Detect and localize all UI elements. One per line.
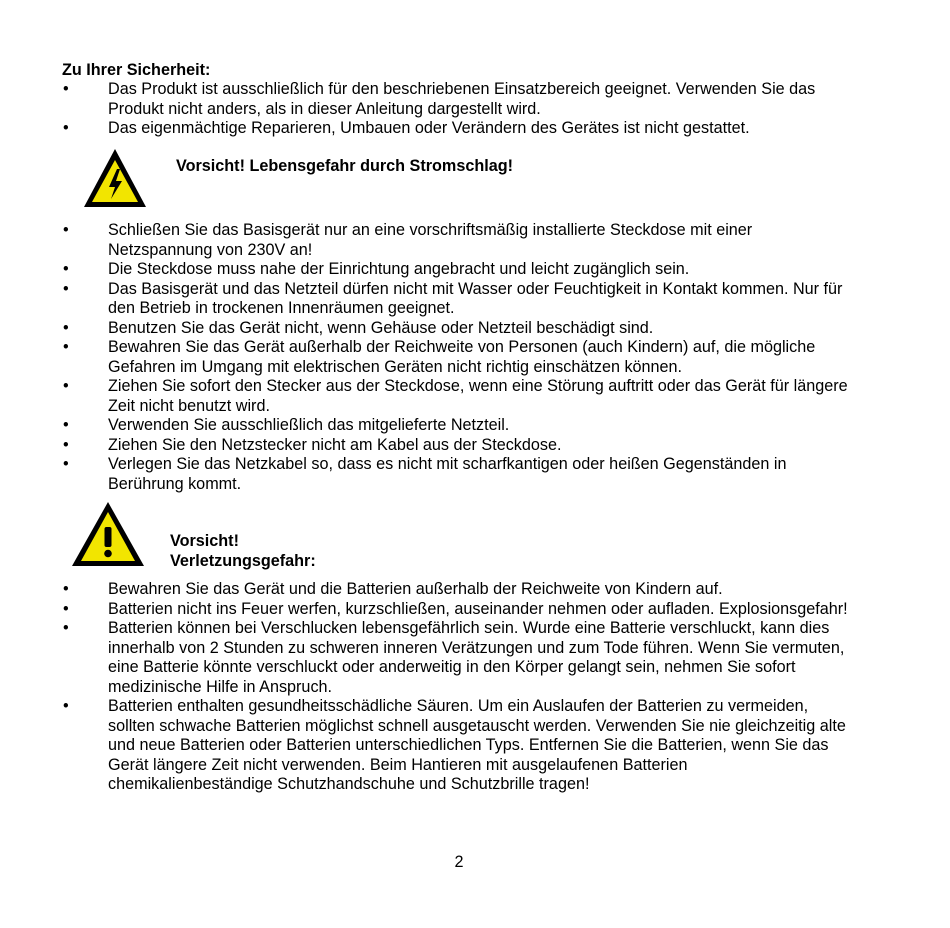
bullet: • [63,599,69,618]
bullet: • [63,221,69,239]
list-item-text: Bewahren Sie das Gerät und die Batterien außerhalb der Reichweite von Kindern auf. [108,580,723,598]
battery-safety-list [0,580,856,795]
list-item-text: Das eigenmächtige Reparieren, Umbauen oder Verändern des Gerätes ist nicht gestattet. [108,119,750,137]
bullet: • [63,435,69,454]
safety-list [0,80,856,139]
list-item [0,697,856,795]
list-item [0,455,856,494]
warning-title-line: Vorsicht! [170,532,239,550]
list-item [0,260,856,280]
list-item [0,280,856,319]
bullet: • [63,455,69,473]
bullet: • [63,580,69,598]
list-item-text: Ziehen Sie sofort den Stecker aus der Steckdose, wenn eine Störung auftritt oder das Gerät für längere Zeit nicht benutzt wird. [108,377,848,415]
bullet: • [63,80,69,98]
list-item [0,377,856,416]
list-item-text: Das Basisgerät und das Netzteil dürfen nicht mit Wasser oder Feuchtigkeit in Kontakt kommen. Nur für den Betrieb in trockenen Innenräumen geeignet. [108,279,843,317]
list-item-text: Batterien enthalten gesundheitsschädliche Säuren. Um ein Auslaufen der Batterien zu vermeiden, sollten schwache Batterien möglichst schnell ausgetauscht werden. Verwenden Sie nie gleichzeitig alte und neue Batterien oder Batterien unterschiedlichen Typs. Entfernen Sie die Batterien, wenn Sie das Gerät längere Zeit nicht verwenden. Beim Hantieren mit ausgelaufenen Batterien chemikalienbeständige Schutzhandschuhe und Schutzbrille tragen! [108,697,846,793]
list-item [0,119,856,139]
bullet: • [63,119,69,137]
list-item-text: Die Steckdose muss nahe der Einrichtung angebracht und leicht zugänglich sein. [108,260,690,278]
bullet: • [63,416,69,434]
list-item-text: Benutzen Sie das Gerät nicht, wenn Gehäuse oder Netzteil beschädigt sind. [108,318,654,337]
bullet: • [63,318,69,337]
warning-title-injury [170,532,316,571]
bullet: • [63,619,69,637]
list-item-text: Ziehen Sie den Netzstecker nicht am Kabel aus der Steckdose. [108,435,562,454]
electric-safety-list [0,221,856,494]
exclamation-warning-icon [70,500,146,568]
list-item [0,80,856,119]
list-item [0,580,856,600]
bullet: • [63,279,69,298]
list-item [0,600,856,620]
list-item-text: Verwenden Sie ausschließlich das mitgelieferte Netzteil. [108,416,510,434]
list-item-text: Batterien nicht ins Feuer werfen, kurzschließen, auseinander nehmen oder aufladen. Explosionsgefahr! [108,599,848,618]
list-item-text: Batterien können bei Verschlucken lebensgefährlich sein. Wurde eine Batterie verschluckt, kann dies innerhalb von 2 Stunden zu schweren inneren Verätzungen und zum Tode führen. Wenn Sie vermuten, eine Batterie könnte verschluckt oder anderweitig in den Körper gelangt sein, nehmen Sie sofort medizinische Hilfe in Anspruch. [108,619,845,696]
list-item [0,436,856,456]
list-item [0,221,856,260]
list-item-text: Bewahren Sie das Gerät außerhalb der Reichweite von Personen (auch Kindern) auf, die mögliche Gefahren im Umgang mit elektrischen Geräten nicht richtig einschätzen können. [108,338,816,376]
list-item [0,416,856,436]
page-number: 2 [454,853,464,871]
list-item-text: Schließen Sie das Basisgerät nur an eine vorschriftsmäßig installierte Steckdose mit einer Netzspannung von 230V an! [108,221,753,259]
bullet: • [63,377,69,395]
list-item-text: Das Produkt ist ausschließlich für den beschriebenen Einsatzbereich geeignet. Verwenden Sie das Produkt nicht anders, als in dieser Anleitung dargestellt wird. [108,80,816,118]
list-item-text: Verlegen Sie das Netzkabel so, dass es nicht mit scharfkantigen oder heißen Gegenständen in Berührung kommt. [108,455,787,493]
bullet: • [63,260,69,278]
list-item [0,619,856,697]
bullet: • [63,338,69,356]
warning-title-electric: Vorsicht! Lebensgefahr durch Stromschlag! [176,157,513,175]
section-heading: Zu Ihrer Sicherheit: [62,61,211,79]
list-item [0,338,856,377]
high-voltage-warning-icon [82,147,148,209]
list-item [0,319,856,339]
bullet: • [63,697,69,715]
warning-title-line: Verletzungsgefahr: [170,551,316,570]
